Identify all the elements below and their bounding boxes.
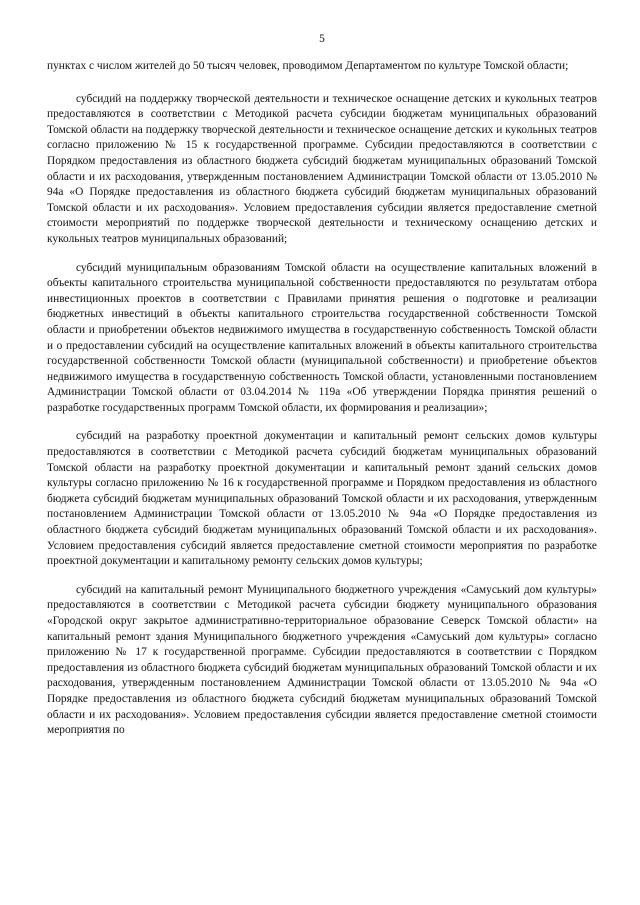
paragraph-samus-culture-house-subsidies: субсидий на капитальный ремонт Муниципального бюджетного учреждения «Самуський дом культуры» предоставляются в соответствии с Методикой расчета субсидии бюджету муниципального образования «Городской округ закрытое административно-территориальное образование Северск Томской области» на капитальный ремонт здания Муниципального бюджетного учреждения «Самуський дом культуры» согласно приложению № 17 к государственной программе. Субсидии предоставляются в соответствии с Порядком предоставления из областного бюджета субсидий бюджетам муниципальных образований Томской области и их расходования, утвержденным постановлением Администрации Томской области от 13.05.2010 № 94а «О Порядке предоставления из областного бюджета субсидий бюджетам муниципальных образований Томской области и их расходования». Условием предоставления субсидии является предоставление сметной стоимости мероприятия по (47, 583, 597, 737)
paragraph-theatre-subsidies: субсидий на поддержку творческой деятельности и техническое оснащение детских и кукольных театров предоставляются в соответствии с Методикой расчета субсидии бюджетам муниципальных образований Томской области на поддержку творческой деятельности и техническое оснащение детских и кукольных театров согласно приложению № 15 к государственной программе. Субсидии предоставляются в соответствии с Порядком предоставления из областного бюджета субсидий бюджетам муниципальных образований Томской области и их расходования, утвержденным постановлением Администрации Томской области от 13.05.2010 № 94а «О Порядке предоставления из областного бюджета субсидий бюджетам муниципальных образований Томской области и их расходования». Условием предоставления субсидии является предоставление сметной стоимости мероприятий по поддержке творческой деятельности и техническому оснащению детских и кукольных театров муниципальных образований; (47, 92, 597, 245)
page-number: 5 (319, 33, 325, 45)
paragraph-capital-investment-subsidies: субсидий муниципальным образованиям Томской области на осуществление капитальных вложений в объекты капитального строительства муниципальной собственности предоставляются по результатам отбора инвестиционных проектов в соответствии с Правилами принятия решения о подготовке и реализации бюджетных инвестиций в объекты капитального строительства государственной собственности Томской области и приобретении объектов недвижимого имущества в государственную собственность Томской области и о предоставлении субсидий на осуществление капитальных вложений в объекты капитального строительства государственной собственности Томской области (муниципальной собственности) и приобретение объектов недвижимого имущества в государственную собственность Томской области, установленными постановлением Администрации Томской области от 03.04.2014 № 119а «Об утверждении Порядка принятия решений о разработке государственных программ Томской области, их формирования и реализации»; (47, 261, 597, 414)
paragraph-continuation: пунктах с числом жителей до 50 тысяч человек, проводимом Департаментом по культуре Томской области; (47, 60, 569, 72)
paragraph-rural-culture-houses-subsidies: субсидий на разработку проектной документации и капитальный ремонт сельских домов культуры предоставляются в соответствии с Методикой расчета субсидий бюджетам муниципальных образований Томской области на разработку проектной документации и капитальный ремонт зданий сельских домов культуры согласно приложению № 16 к государственной программе и Порядком предоставления из областного бюджета субсидий бюджетам муниципальных образований Томской области и их расходования, утвержденным постановлением Администрации Томской области от 13.05.2010 № 94а «О Порядке предоставления из областного бюджета субсидий бюджетам муниципальных образований Томской области и их расходования». Условием предоставления субсидий является предоставление сметной стоимости мероприятия по разработке проектной документации и капитальному ремонту сельских домов культуры; (47, 430, 597, 568)
